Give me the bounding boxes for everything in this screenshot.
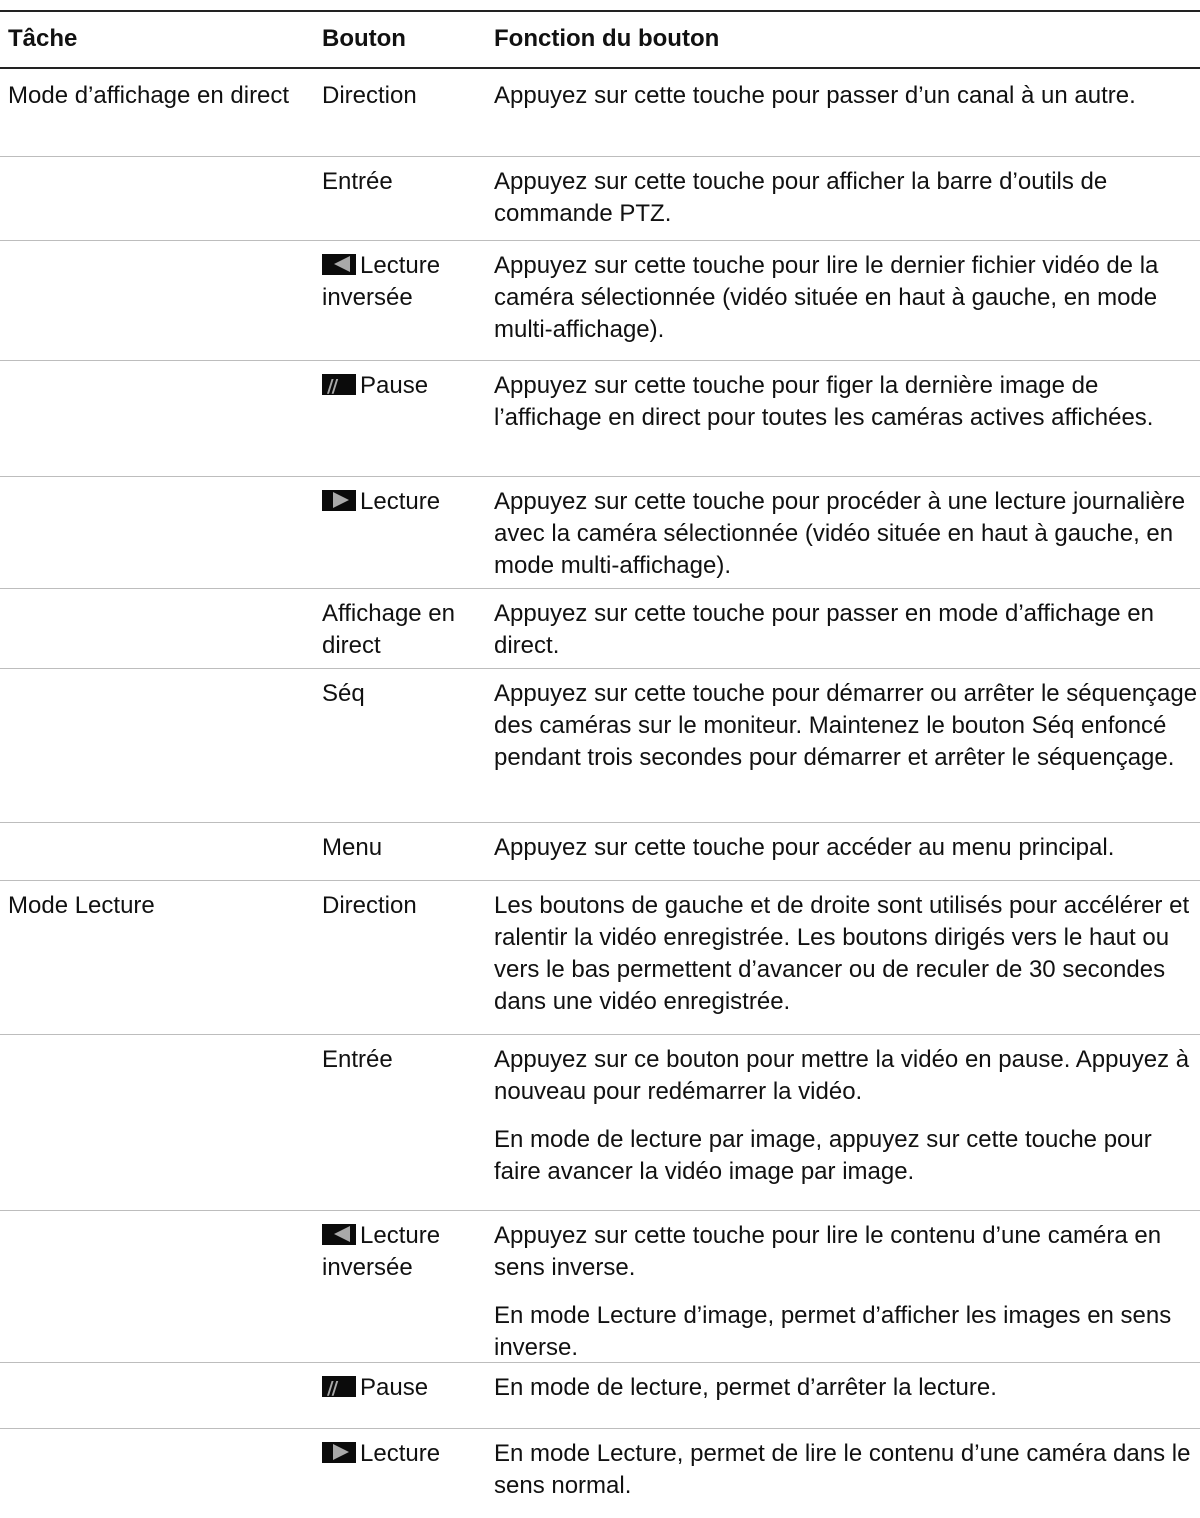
function-text: En mode de lecture par image, appuyez sur cette touche pour faire avancer la vidéo image par image. xyxy=(494,1126,1152,1185)
function-cell xyxy=(494,598,1198,662)
table-row xyxy=(0,1210,1200,1363)
button-label: Pause xyxy=(360,372,429,399)
table-row xyxy=(0,588,1200,669)
table-row xyxy=(0,156,1200,241)
button-label: Menu xyxy=(322,834,383,861)
button-cell xyxy=(322,370,482,402)
function-text: Appuyez sur cette touche pour accéder au menu principal. xyxy=(494,834,1115,861)
reverse-play-icon xyxy=(322,1224,356,1245)
function-text: Appuyez sur ce bouton pour mettre la vidéo en pause. Appuyez à nouveau pour redémarrer la vidéo. xyxy=(494,1046,1190,1105)
function-cell xyxy=(494,1220,1198,1364)
pause-icon xyxy=(322,1376,356,1397)
button-cell xyxy=(322,1438,482,1470)
button-label: Lecture xyxy=(360,1440,441,1467)
function-cell xyxy=(494,1044,1198,1188)
button-label: Lecture inversée xyxy=(322,1222,441,1281)
table-row xyxy=(0,70,1200,157)
function-text: Les boutons de gauche et de droite sont utilisés pour accélérer et ralentir la vidéo enregistrée. Les boutons dirigés vers le haut ou vers le bas permettent d’avancer ou de reculer de 30 secondes dans une vidéo enregistrée. xyxy=(494,892,1190,1015)
function-text: Appuyez sur cette touche pour figer la dernière image de l’affichage en direct pour toutes les caméras actives affichées. xyxy=(494,372,1154,431)
button-label: Lecture inversée xyxy=(322,252,441,311)
function-text: Appuyez sur cette touche pour démarrer ou arrêter le séquençage des caméras sur le moniteur. Maintenez le bouton Séq enfoncé pendant trois secondes pour démarrer et arrêter le séquençage. xyxy=(494,680,1198,771)
function-text: Appuyez sur cette touche pour passer en mode d’affichage en direct. xyxy=(494,600,1154,659)
function-cell xyxy=(494,1438,1198,1502)
task-cell: Mode Lecture xyxy=(8,892,155,919)
button-label: Lecture xyxy=(360,488,441,515)
function-text: Appuyez sur cette touche pour passer d’un canal à un autre. xyxy=(494,82,1136,109)
header-button: Bouton xyxy=(322,25,406,52)
button-cell xyxy=(322,166,482,198)
table-row xyxy=(0,1034,1200,1211)
function-text: Appuyez sur cette touche pour lire le dernier fichier vidéo de la caméra sélectionnée (vidéo située en haut à gauche, en mode multi-affichage). xyxy=(494,252,1159,343)
table-row xyxy=(0,240,1200,361)
function-text: En mode Lecture d’image, permet d’afficher les images en sens inverse. xyxy=(494,1302,1172,1361)
function-cell xyxy=(494,370,1198,434)
function-text: Appuyez sur cette touche pour afficher la barre d’outils de commande PTZ. xyxy=(494,168,1108,227)
table-row xyxy=(0,360,1200,477)
pause-icon xyxy=(322,374,356,395)
function-cell xyxy=(494,890,1198,1018)
button-label: Pause xyxy=(360,1374,429,1401)
header-function: Fonction du bouton xyxy=(494,25,720,52)
button-cell xyxy=(322,486,482,518)
function-cell xyxy=(494,80,1198,112)
reverse-play-icon xyxy=(322,254,356,275)
play-icon xyxy=(322,1442,356,1463)
function-cell xyxy=(494,678,1198,774)
function-cell xyxy=(494,166,1198,230)
button-label: Affichage en direct xyxy=(322,600,455,659)
table-row xyxy=(0,1428,1200,1518)
button-cell xyxy=(322,80,482,112)
table-row xyxy=(0,668,1200,823)
function-cell xyxy=(494,486,1198,582)
function-cell xyxy=(494,832,1198,864)
play-icon xyxy=(322,490,356,511)
table-row xyxy=(0,1362,1200,1429)
function-text: En mode Lecture, permet de lire le contenu d’une caméra dans le sens normal. xyxy=(494,1440,1191,1499)
button-cell xyxy=(322,890,482,922)
button-cell xyxy=(322,1372,482,1404)
function-text: Appuyez sur cette touche pour procéder à une lecture journalière avec la caméra sélectionnée (vidéo située en haut à gauche, en mode multi-affichage). xyxy=(494,488,1186,579)
button-cell xyxy=(322,598,482,662)
button-cell xyxy=(322,1044,482,1076)
table-header xyxy=(0,25,1200,65)
button-cell xyxy=(322,678,482,710)
table-row xyxy=(0,880,1200,1035)
header-rule xyxy=(0,67,1200,69)
button-cell xyxy=(322,1220,482,1284)
function-cell xyxy=(494,1372,1198,1404)
button-label: Séq xyxy=(322,680,365,707)
table-row xyxy=(0,822,1200,881)
header-task: Tâche xyxy=(8,25,78,52)
function-text: Appuyez sur cette touche pour lire le contenu d’une caméra en sens inverse. xyxy=(494,1222,1162,1281)
task-cell: Mode d’affichage en direct xyxy=(8,82,290,109)
function-cell xyxy=(494,250,1198,346)
button-label: Direction xyxy=(322,82,417,109)
table-row xyxy=(0,476,1200,589)
button-label: Entrée xyxy=(322,1046,393,1073)
button-label: Direction xyxy=(322,892,417,919)
button-cell xyxy=(322,832,482,864)
top-rule xyxy=(0,10,1200,12)
function-text: En mode de lecture, permet d’arrêter la lecture. xyxy=(494,1374,997,1401)
button-label: Entrée xyxy=(322,168,393,195)
button-cell xyxy=(322,250,482,314)
